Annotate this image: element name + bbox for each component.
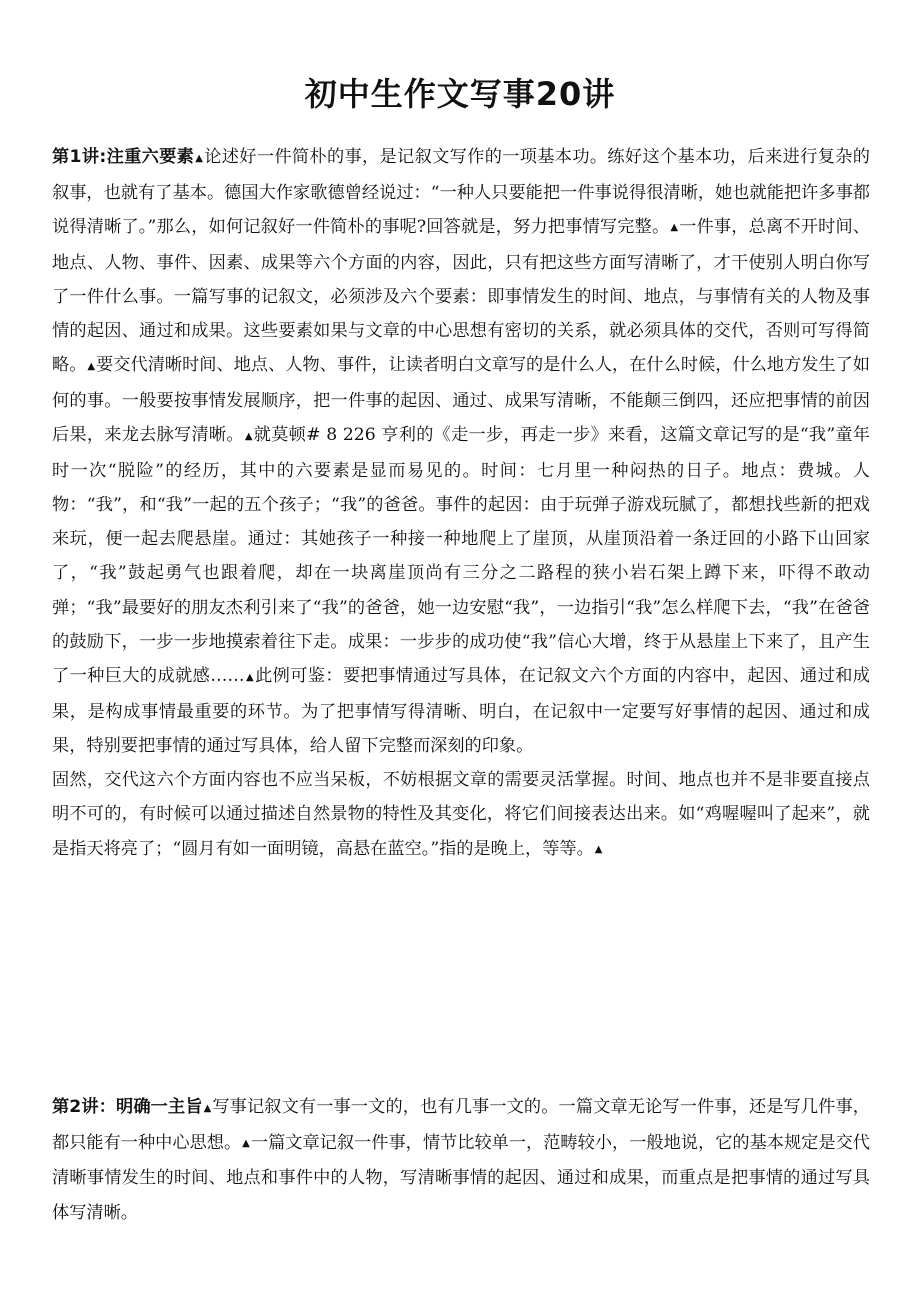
lesson-1-text-3: 要交代清晰时间、地点、人物、事件，让读者明白文章写的是什么人，在什么时候，什么地方发生了如何的事。一般要按事情发展顺序，把一件事的起因、通过、成果写清晰，不能颠三倒四，还应把事情的前因后果，来龙去脉写清晰。	[52, 355, 870, 446]
lesson-1-text-4: 就莫顿# 8 226 亨利的《走一步，再走一步》来看，这篇文章记写的是“我”童年时一次“脱险”的经历，其中的六要素是显而易见的。时间：七月里一种闷热的日子。地点：费城。人物：“我”，和“我”一起的五个孩子；“我”的爸爸。事件的起因：由于玩弹子游戏玩腻了，都想找些新的把戏来玩，便一起去爬悬崖。通过：其她孩子一种接一种地爬上了崖顶，从崖顶沿着一条迂回的小路下山回家了，“我”鼓起勇气也跟着爬，却在一块离崖顶尚有三分之二路程的狭小岩石架上蹲下来，吓得不敢动弹；“我”最要好的朋友杰利引来了“我”的爸爸，她一边安慰“我”，一边指引“我”怎么样爬下去，“我”在爸爸的鼓励下，一步一步地摸索着往下走。成果：一步步的成功使“我”信心大增，终于从悬崖上下来了，且产生了一种巨大的成就感……	[52, 425, 870, 687]
lesson-2-heading: 第2讲：明确一主旨	[52, 1097, 203, 1117]
section-mark-icon: ▲	[670, 222, 679, 234]
lesson-2-paragraph	[52, 1090, 870, 1230]
section-mark-icon: ▲	[244, 430, 253, 442]
section-mark-icon: ▲	[242, 1138, 250, 1150]
lesson-1-heading: 第1讲:注重六要素	[52, 147, 195, 167]
lesson-1-section	[52, 140, 870, 867]
section-mark-icon: ▲	[245, 671, 255, 683]
lesson-2-section	[52, 1090, 870, 1230]
lesson-1-text-5: 此例可鉴：要把事情通过写具体，在记叙文六个方面的内容中，起因、通过和成果，是构成事情最重要的环节。为了把事情写得清晰、明白，在记叙中一定要写好事情的起因、通过和成果，特别要把事情的通过写具体，给人留下完整而深刻的印象。	[52, 666, 870, 756]
lesson-1-text-2: 一件事，总离不开时间、地点、人物、事件、因素、成果等六个方面的内容，因此，只有把这些方面写清晰了，才干使别人明白你写了一件什么事。一篇写事的记叙文，必须涉及六个要素：即事情发生的时间、地点，与事情有关的人物及事情的起因、通过和成果。这些要素如果与文章的中心思想有密切的关系，就必须具体的交代，否则可写得简略。	[52, 216, 870, 376]
lesson-2-text-2: 一篇文章记叙一件事，情节比较单一，范畴较小，一般地说，它的基本规定是交代清晰事情发生的时间、地点和事件中的人物，写清晰事情的起因、通过和成果，而重点是把事情的通过写具体写清晰。	[52, 1132, 870, 1223]
section-mark-icon: ▲	[195, 152, 204, 164]
section-mark-icon: ▲	[203, 1102, 212, 1114]
lesson-1-second-paragraph	[52, 763, 870, 867]
document-title: 初中生作文写事20讲	[304, 75, 616, 113]
lesson-1-text-6: 固然，交代这六个方面内容也不应当呆板，不妨根据文章的需要灵活掌握。时间、地点也并不是非要直接点明不可的，有时候可以通过描述自然景物的特性及其变化，将它们间接表达出来。如“鸡喔喔叫了起来”，就是指天将亮了；“圆月有如一面明镜，高悬在蓝空。”指的是晚上，等等。	[52, 770, 870, 859]
lesson-1-main-paragraph	[52, 140, 870, 763]
lesson-1-text-1: 论述好一件简朴的事，是记叙文写作的一项基本功。练好这个基本功，后来进行复杂的叙事，也就有了基本。德国大作家歌德曾经说过：“一种人只要能把一件事说得很清晰，她也就能把许多事都说得清晰了。”那么，如何记叙好一件简朴的事呢?回答就是，努力把事情写完整。	[52, 147, 870, 237]
section-mark-icon: ▲	[594, 844, 603, 856]
lesson-2-text-1: 写事记叙文有一事一文的，也有几事一文的。一篇文章无论写一件事，还是写几件事，都只能有一种中心思想。	[52, 1097, 870, 1153]
section-mark-icon: ▲	[87, 360, 96, 372]
